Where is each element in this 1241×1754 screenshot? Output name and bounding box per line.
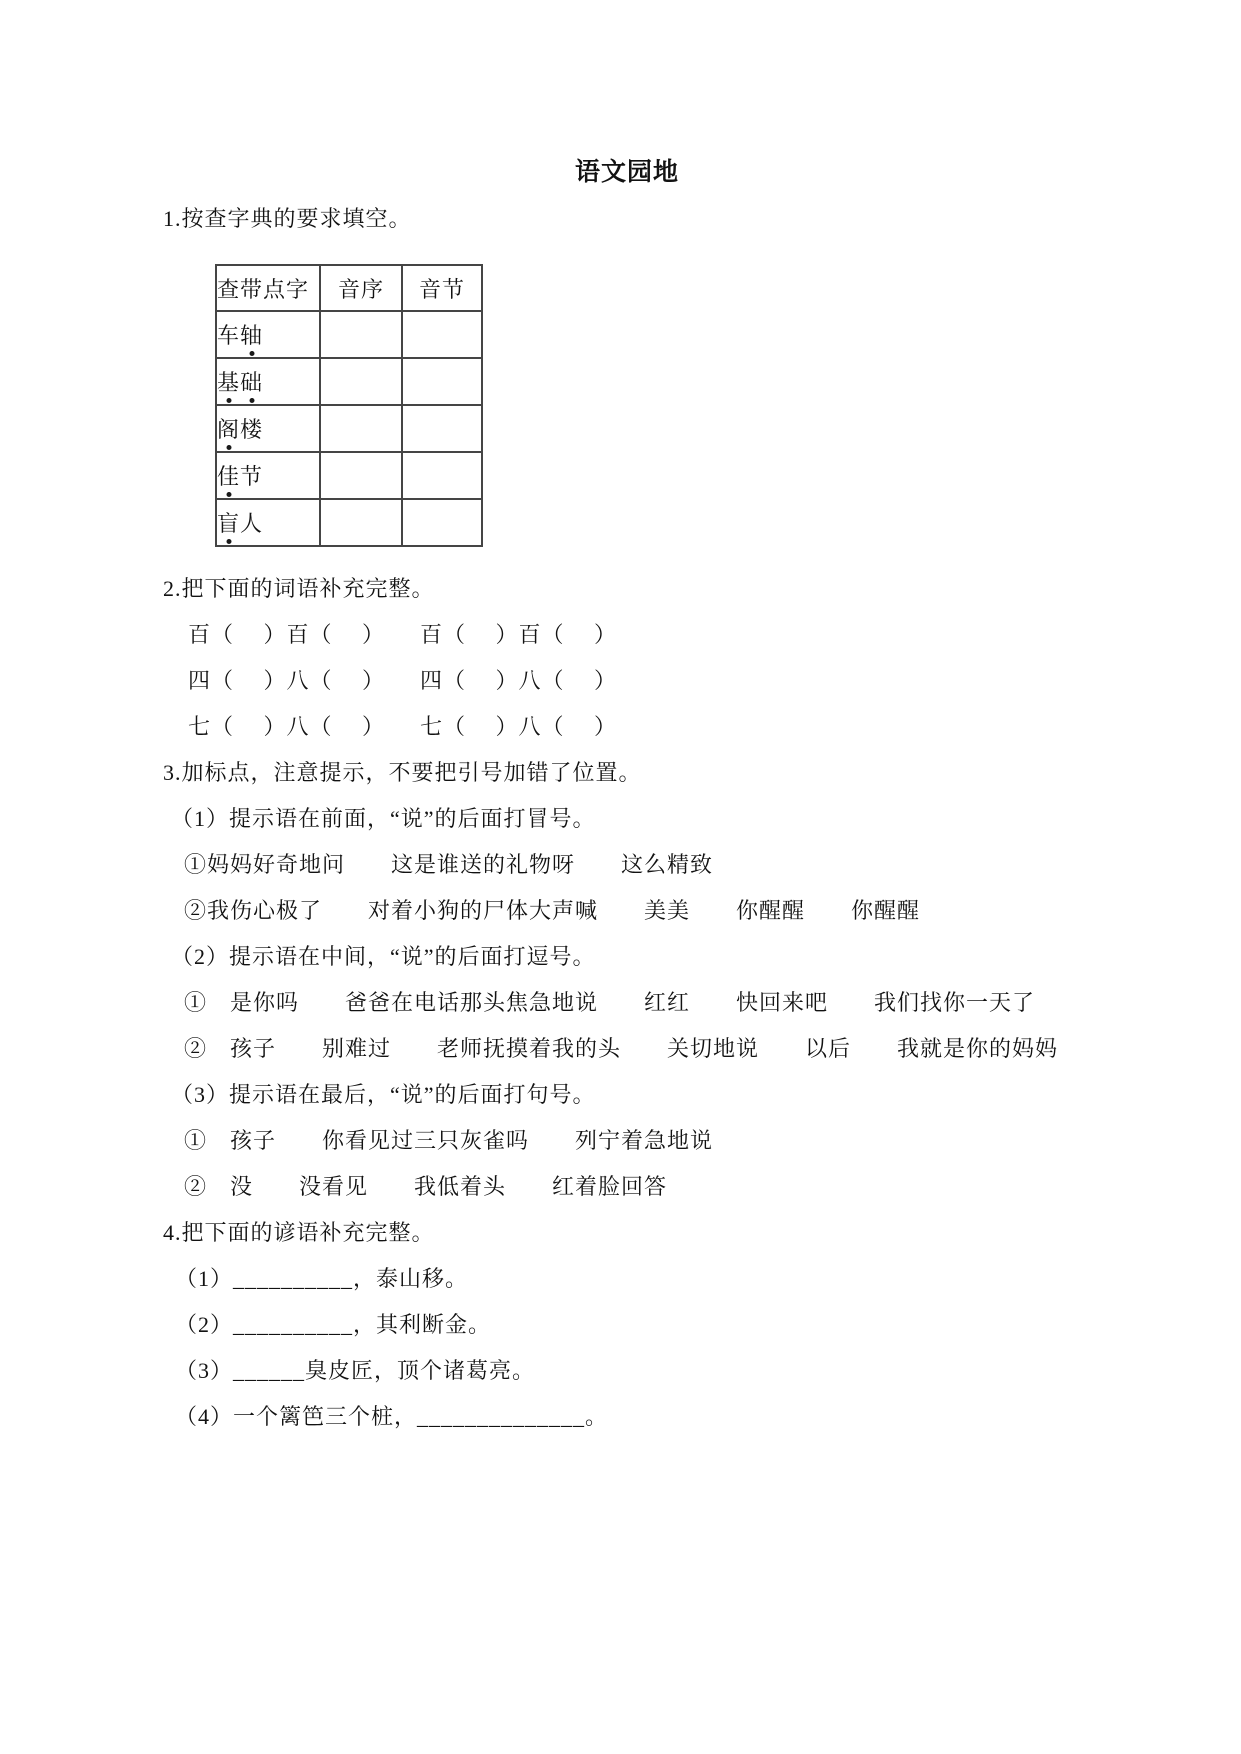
proverb-fill-line: （1）__________，泰山移。	[175, 1266, 469, 1291]
table-row	[216, 452, 482, 499]
idiom-fill-line: 四（ ）八（ ） 四（ ）八（ ）	[188, 668, 618, 693]
punctuation-sentence: ①妈妈好奇地问 这是谁送的礼物呀 这么精致	[184, 852, 714, 877]
answer-cell-yinjie	[402, 499, 482, 546]
punctuation-hint: （3）提示语在最后，“说”的后面打句号。	[171, 1082, 596, 1107]
answer-cell-yinjie	[402, 311, 482, 358]
answer-cell-yinxu	[320, 499, 402, 546]
table-row	[216, 499, 482, 546]
answer-cell-yinjie	[402, 452, 482, 499]
answer-cell-yinjie	[402, 358, 482, 405]
proverb-fill-line: （4）一个篱笆三个桩，______________。	[175, 1404, 609, 1429]
word-cell: 阁楼	[216, 405, 320, 452]
punctuation-sentence: ② 孩子 别难过 老师抚摸着我的头 关切地说 以后 我就是你的妈妈	[184, 1036, 1059, 1061]
answer-cell-yinxu	[320, 311, 402, 358]
word-cell: 佳节	[216, 452, 320, 499]
word-cell: 车轴	[216, 311, 320, 358]
question-2-label: 2.把下面的词语补充完整。	[163, 576, 435, 601]
punctuation-sentence: ① 孩子 你看见过三只灰雀吗 列宁着急地说	[184, 1128, 714, 1153]
header-word: 查带点字	[216, 265, 320, 311]
dictionary-table	[215, 264, 483, 547]
proverb-fill-line: （3）______臭皮匠，顶个诸葛亮。	[175, 1358, 536, 1383]
idiom-fill-line: 七（ ）八（ ） 七（ ）八（ ）	[188, 714, 618, 739]
punctuation-sentence: ② 没 没看见 我低着头 红着脸回答	[184, 1174, 668, 1199]
answer-cell-yinxu	[320, 358, 402, 405]
word-cell: 基础	[216, 358, 320, 405]
punctuation-sentence: ① 是你吗 爸爸在电话那头焦急地说 红红 快回来吧 我们找你一天了	[184, 990, 1036, 1015]
header-yinxu: 音序	[320, 265, 402, 311]
punctuation-hint: （2）提示语在中间，“说”的后面打逗号。	[171, 944, 596, 969]
table-row	[216, 311, 482, 358]
idiom-fill-line: 百（ ）百（ ） 百（ ）百（ ）	[188, 622, 618, 647]
table-header-row	[216, 265, 482, 311]
word-cell: 盲人	[216, 499, 320, 546]
table-row	[216, 405, 482, 452]
answer-cell-yinjie	[402, 405, 482, 452]
question-4-label: 4.把下面的谚语补充完整。	[163, 1220, 435, 1245]
punctuation-sentence: ②我伤心极了 对着小狗的尸体大声喊 美美 你醒醒 你醒醒	[184, 898, 921, 923]
proverb-fill-line: （2）__________，其利断金。	[175, 1312, 492, 1337]
table-row	[216, 358, 482, 405]
question-3-label: 3.加标点，注意提示，不要把引号加错了位置。	[163, 760, 642, 785]
answer-cell-yinxu	[320, 452, 402, 499]
header-yinjie: 音节	[402, 265, 482, 311]
answer-cell-yinxu	[320, 405, 402, 452]
punctuation-hint: （1）提示语在前面，“说”的后面打冒号。	[171, 806, 596, 831]
page-title: 语文园地	[574, 159, 679, 186]
question-1-label: 1.按查字典的要求填空。	[163, 206, 412, 231]
